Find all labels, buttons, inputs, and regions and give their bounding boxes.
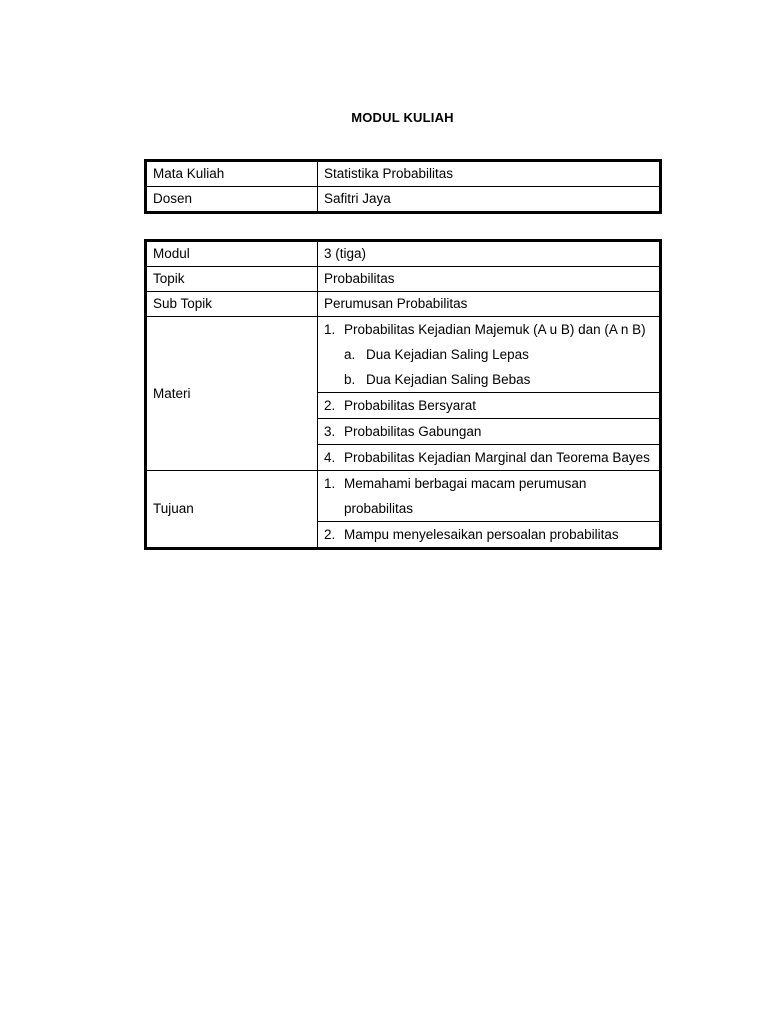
topic-value: Probabilitas — [318, 267, 661, 292]
material-item-1-cell — [318, 317, 661, 393]
material-item-2-cell — [318, 393, 661, 419]
list-text: Probabilitas Kejadian Marginal dan Teorema Bayes — [344, 450, 650, 465]
list-text: Dua Kejadian Saling Lepas — [366, 347, 529, 362]
objective-item-1-cell — [318, 471, 661, 522]
list-item — [324, 393, 659, 418]
material-item-4-cell — [318, 445, 661, 471]
list-subitem — [324, 342, 659, 367]
list-number: 3. — [324, 424, 336, 439]
list-number: 1. — [324, 476, 336, 491]
module-label: Modul — [146, 241, 318, 267]
material-label: Materi — [146, 317, 318, 471]
material-item-3-cell — [318, 419, 661, 445]
list-text: Mampu menyelesaikan persoalan probabilitas — [344, 527, 619, 542]
table-row — [146, 267, 661, 292]
table-row — [146, 241, 661, 267]
table-row — [146, 471, 661, 522]
table-row — [146, 187, 661, 213]
list-letter: b. — [344, 372, 356, 387]
document-title: MODUL KULIAH — [351, 110, 454, 125]
list-item — [324, 317, 659, 342]
topic-label: Topik — [146, 267, 318, 292]
list-text: Probabilitas Kejadian Majemuk (A u B) dan (A n B) — [344, 322, 646, 337]
lecturer-value: Safitri Jaya — [318, 187, 661, 213]
table-row — [146, 292, 661, 317]
list-number: 2. — [324, 398, 336, 413]
table-row — [146, 317, 661, 393]
course-label: Mata Kuliah — [146, 161, 318, 187]
course-info-table — [144, 159, 662, 214]
list-number: 1. — [324, 322, 336, 337]
objective-item-2-cell — [318, 522, 661, 549]
subtopic-value: Perumusan Probabilitas — [318, 292, 661, 317]
table-row — [146, 161, 661, 187]
course-value: Statistika Probabilitas — [318, 161, 661, 187]
list-text: Probabilitas Bersyarat — [344, 398, 477, 413]
module-info-table — [144, 239, 662, 550]
list-item — [324, 471, 659, 521]
lecturer-label: Dosen — [146, 187, 318, 213]
objective-label: Tujuan — [146, 471, 318, 549]
list-text: Memahami berbagai macam perumusan probabilitas — [344, 476, 587, 516]
subtopic-label: Sub Topik — [146, 292, 318, 317]
list-letter: a. — [344, 347, 356, 362]
list-item — [324, 445, 659, 470]
list-text: Probabilitas Gabungan — [344, 424, 482, 439]
list-subitem — [324, 367, 659, 392]
list-text: Dua Kejadian Saling Bebas — [366, 372, 531, 387]
list-number: 2. — [324, 527, 336, 542]
list-number: 4. — [324, 450, 336, 465]
list-item — [324, 522, 659, 547]
list-item — [324, 419, 659, 444]
module-value: 3 (tiga) — [318, 241, 661, 267]
